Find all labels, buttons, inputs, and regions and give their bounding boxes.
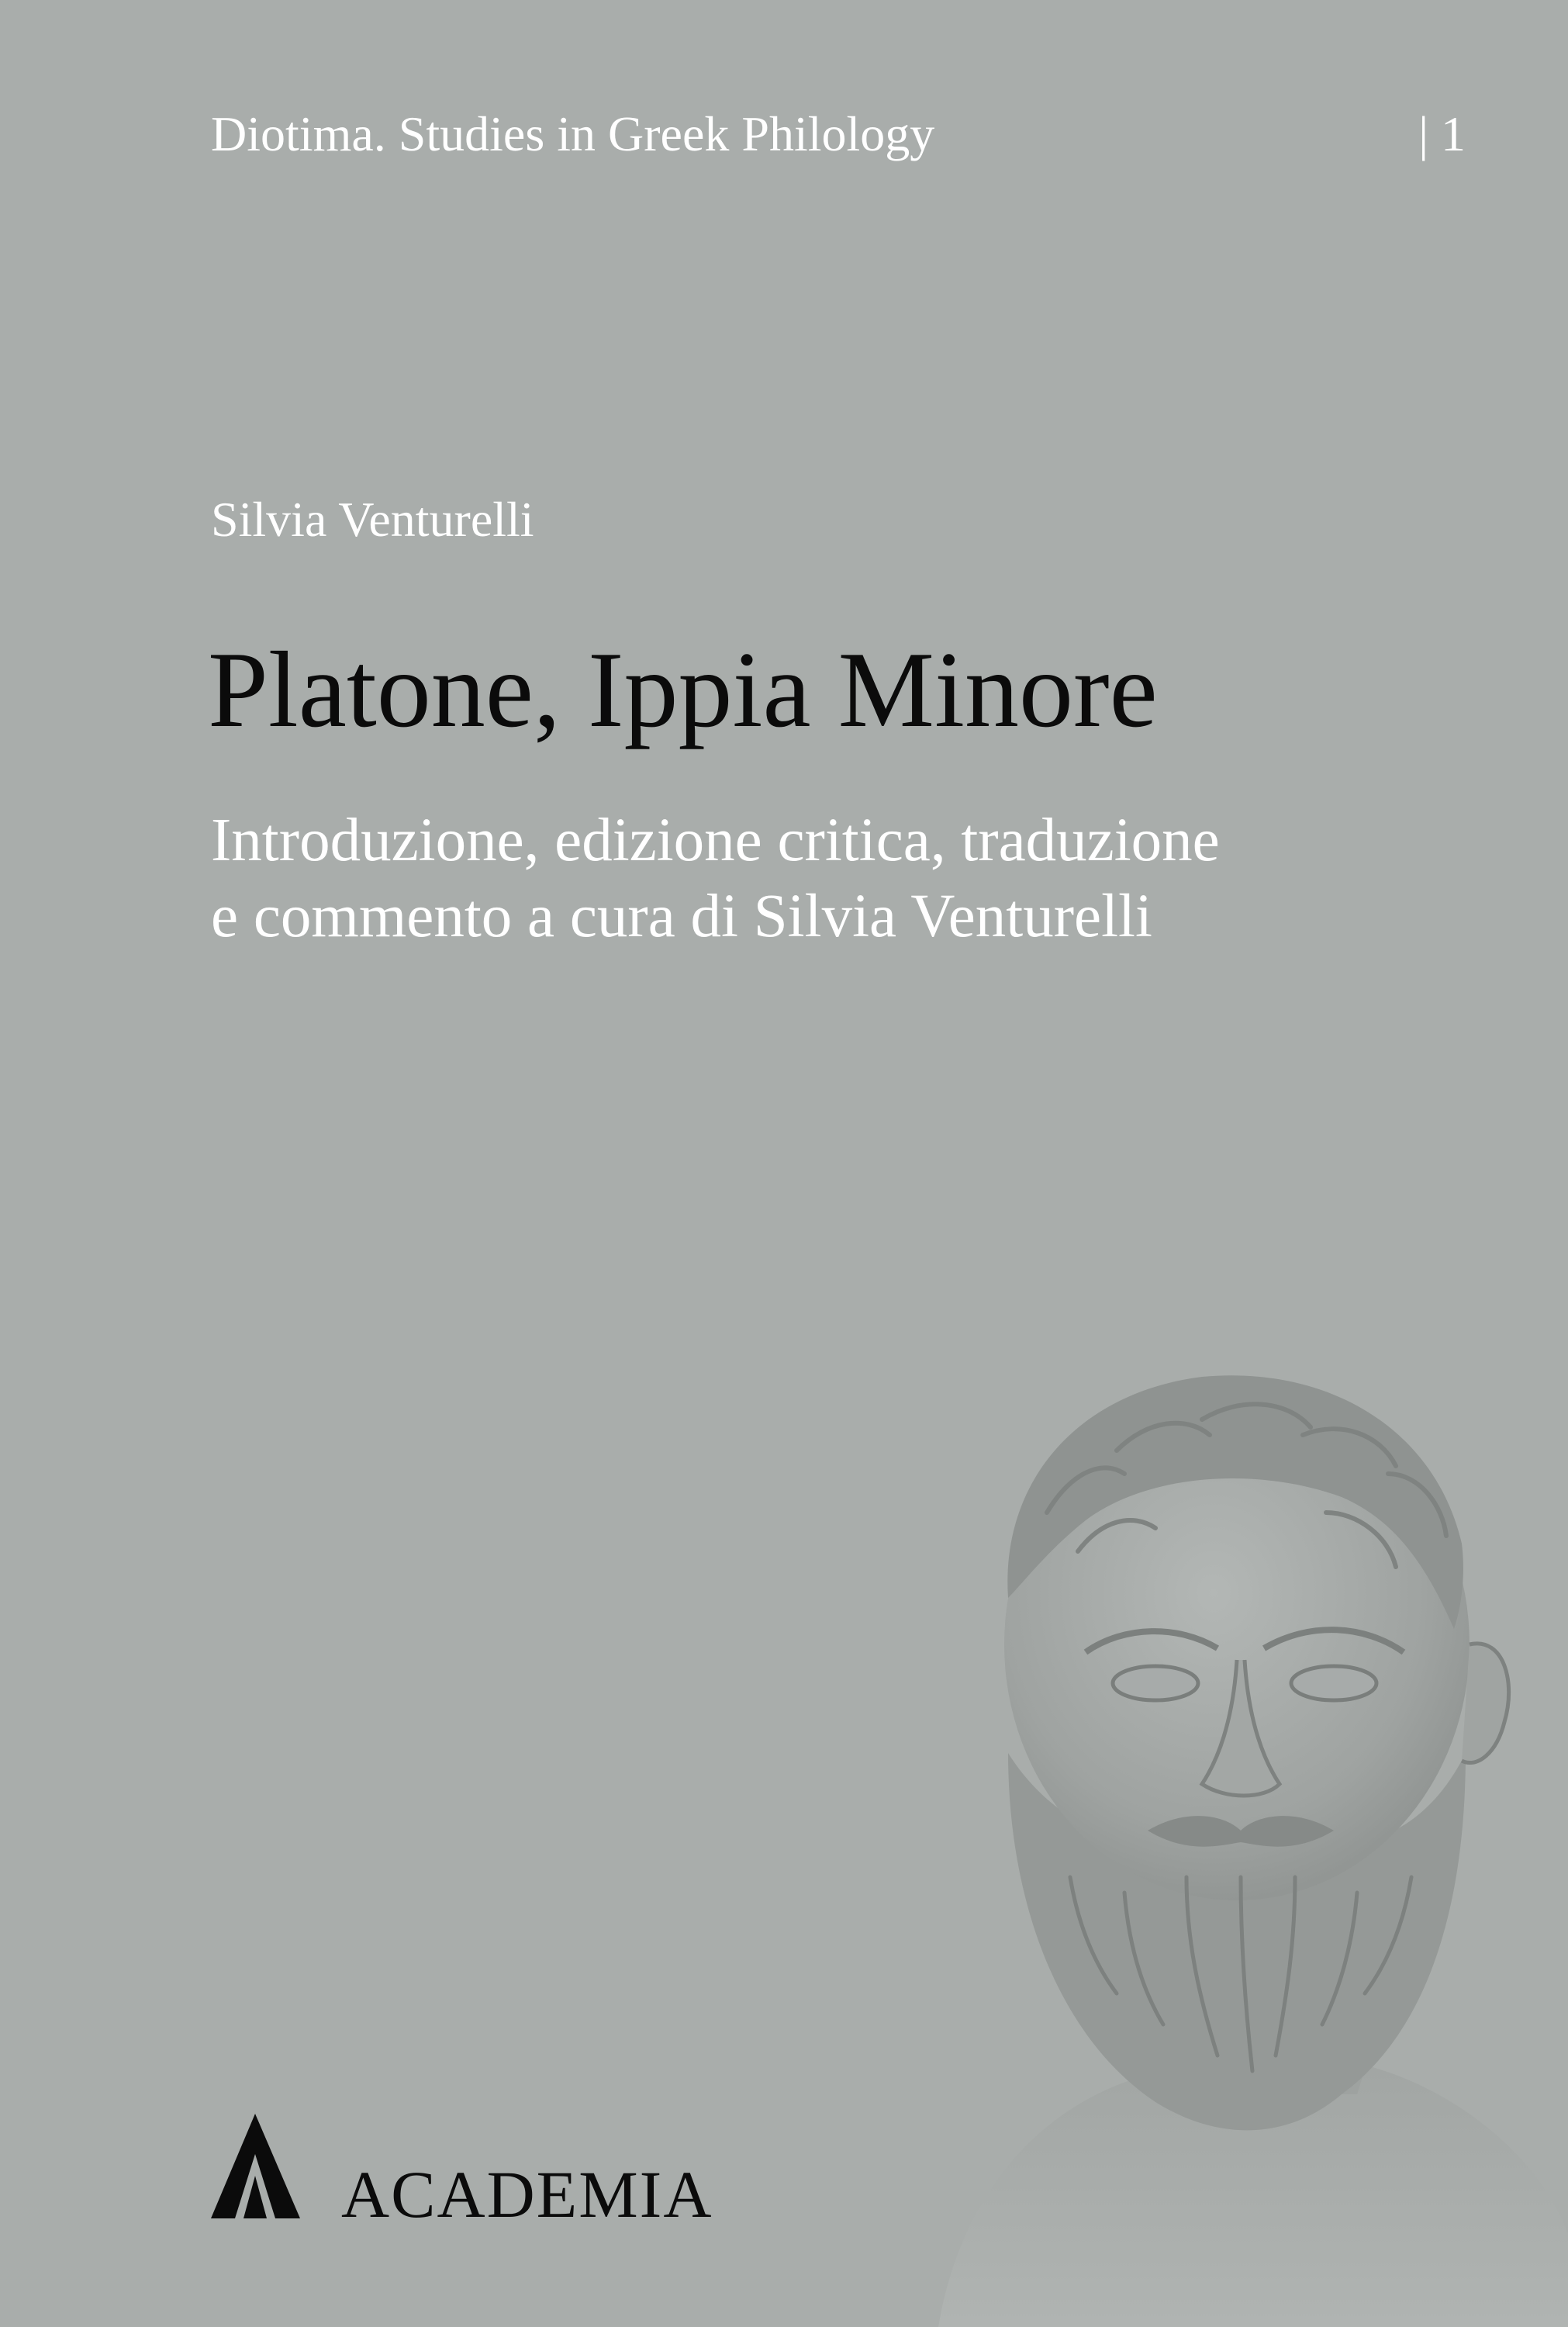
publisher-name: ACADEMIA: [341, 2157, 713, 2232]
series-number: | 1: [1418, 106, 1466, 161]
book-title: Platone, Ippia Minore: [208, 630, 1158, 750]
publisher: [211, 2114, 831, 2232]
series-header: [211, 99, 1466, 169]
plato-bust-icon: [892, 1319, 1568, 2327]
book-subtitle: [211, 803, 1498, 955]
series-title: Diotima. Studies in Greek Philology: [211, 106, 935, 161]
author-name: Silvia Venturelli: [211, 492, 534, 547]
triangle-logo-icon: [211, 2114, 300, 2218]
subtitle-line-1: Introduzione, edizione critica, traduzione: [211, 807, 1220, 874]
subtitle-line-2: e commento a cura di Silvia Venturelli: [211, 883, 1152, 950]
